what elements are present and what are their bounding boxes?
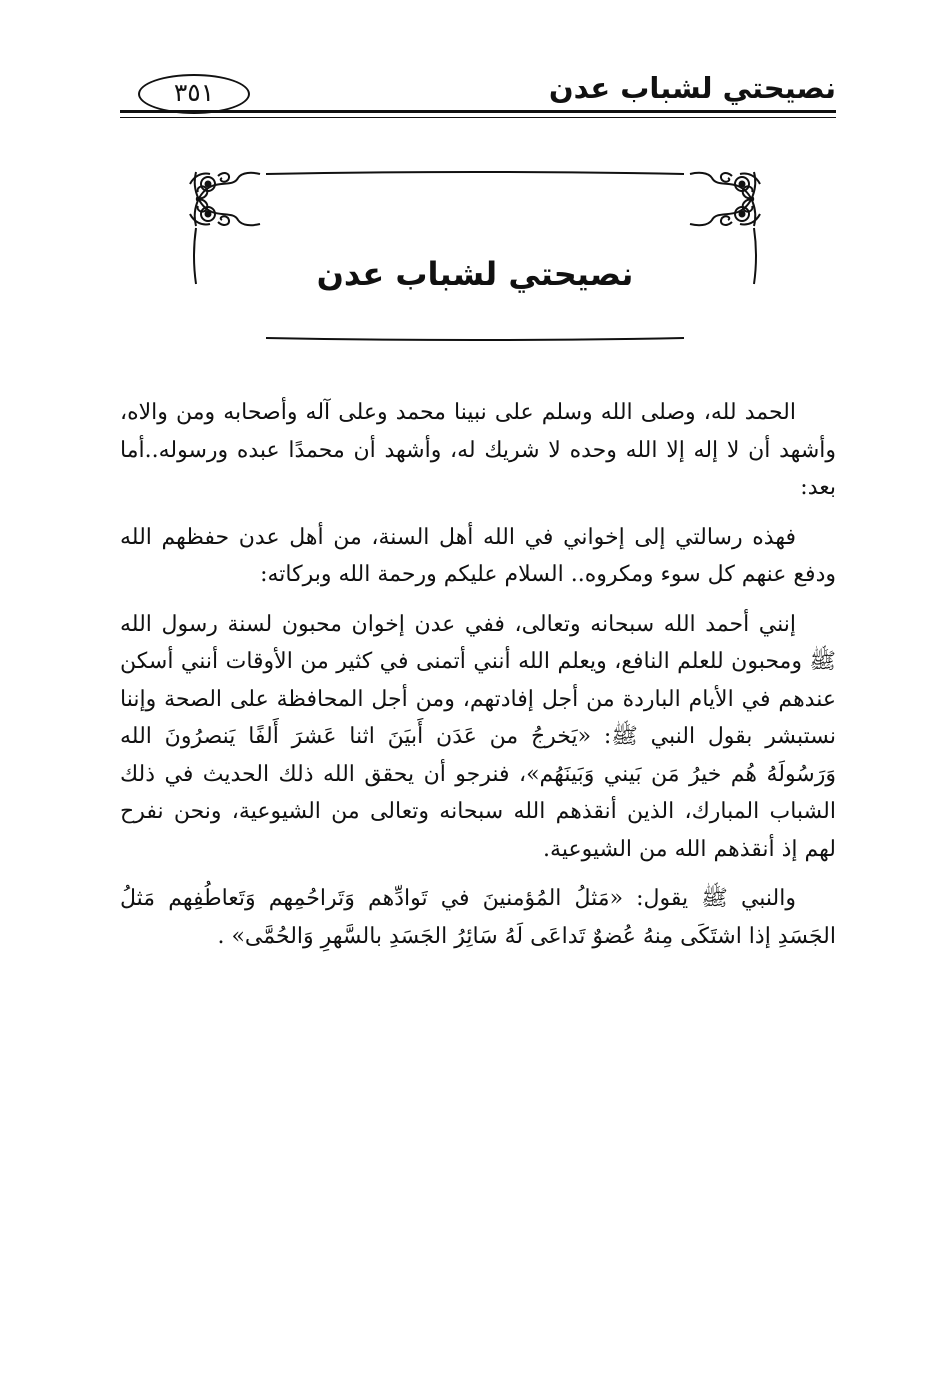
paragraph-greeting: فهذه رسالتي إلى إخواني في الله أهل السنة، من أهل عدن حفظهم الله ودفع عنهم كل سوء ومكروه.. السلام عليكم ورحمة الله وبركاته: xyxy=(120,524,836,587)
page-number: ٣٥١ xyxy=(138,74,250,114)
header-rule-thin xyxy=(120,117,836,118)
floral-corner-ornament-icon xyxy=(188,170,262,228)
paragraph-hadith: والنبي ﷺ يقول: «مَثلُ المُؤمنينَ في تَوادِّهم وَتَراحُمِهم وَتَعاطُفِهم مَثلُ الجَسَدِ إذا اشتَكَى مِنهُ عُضوٌ تَداعَى لَهُ سَائِرُ الجَسَدِ بالسَّهرِ وَالحُمَّى» . xyxy=(120,886,836,949)
running-header xyxy=(120,62,836,122)
ornamental-title-frame xyxy=(188,170,762,342)
header-rule-thick xyxy=(120,110,836,113)
paragraph-opening: الحمد لله، وصلى الله وسلم على نبينا محمد وعلى آله وأصحابه ومن والاه، وأشهد أن لا إله إلا الله وحده لا شريك له، وأشهد أن محمدًا عبده ورسوله..أما بعد: xyxy=(120,400,836,500)
chapter-title: نصيحتي لشباب عدن xyxy=(316,255,634,294)
floral-corner-ornament-icon xyxy=(688,170,762,228)
body-text xyxy=(120,394,836,967)
running-title: نصيحتي لشباب عدن xyxy=(548,71,836,105)
paragraph-main: إنني أحمد الله سبحانه وتعالى، ففي عدن إخوان محبون لسنة رسول الله ﷺ ومحبون للعلم النافع، ويعلم الله أنني أتمنى في كثير من الأوقات أنني أسكن عندهم في الأيام الباردة من أجل إفادتهم، ومن أجل المحافظة على الصحة وإننا نستبشر بقول النبي ﷺ: «يَخرجُ من عَدَن أَبيَنَ اثنا عَشرَ أَلفًا يَنصرُونَ الله وَرَسُولَهُ هُم خيرُ مَن بَيني وَبَينَهُم»، فنرجو أن يحقق الله ذلك الحديث في ذلك الشباب المبارك، الذين أنقذهم الله سبحانه وتعالى من الشيوعية، ونحن نفرح لهم إذ أنقذهم الله من الشيوعية. xyxy=(120,611,836,862)
